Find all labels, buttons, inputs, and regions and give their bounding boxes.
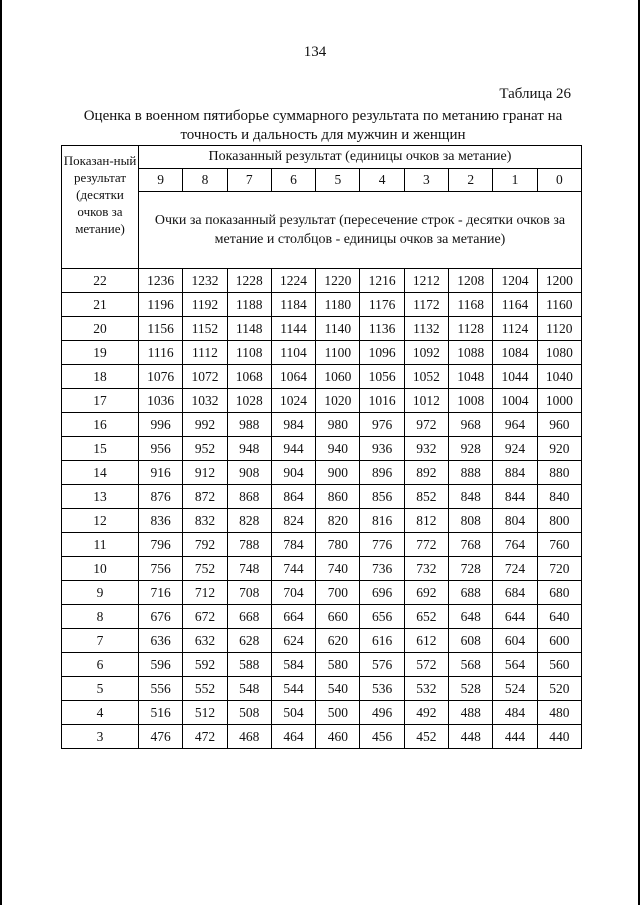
score-cell: 948 [227,437,271,461]
table-row [62,365,582,389]
score-cell: 532 [404,677,448,701]
score-cell: 1000 [537,389,581,413]
unit-column-header: 5 [316,169,360,192]
score-cell: 536 [360,677,404,701]
score-cell: 528 [449,677,493,701]
score-cell: 1208 [449,269,493,293]
score-cell: 1028 [227,389,271,413]
score-cell: 1144 [271,317,315,341]
unit-column-header: 1 [493,169,537,192]
score-cell: 776 [360,533,404,557]
score-cell: 1172 [404,293,448,317]
score-cell: 1236 [139,269,183,293]
score-cell: 540 [316,677,360,701]
unit-column-header: 0 [537,169,581,192]
score-cell: 892 [404,461,448,485]
score-cell: 1076 [139,365,183,389]
score-cell: 840 [537,485,581,509]
score-cell: 472 [183,725,227,749]
table-row [62,389,582,413]
score-cell: 496 [360,701,404,725]
tens-row-header: 13 [62,485,139,509]
score-cell: 1084 [493,341,537,365]
score-cell: 964 [493,413,537,437]
score-cell: 636 [139,629,183,653]
score-cell: 648 [449,605,493,629]
score-cell: 688 [449,581,493,605]
unit-column-header: 2 [449,169,493,192]
score-cell: 728 [449,557,493,581]
score-cell: 1120 [537,317,581,341]
score-cell: 552 [183,677,227,701]
score-cell: 760 [537,533,581,557]
table-row [62,629,582,653]
score-cell: 1116 [139,341,183,365]
score-cell: 848 [449,485,493,509]
score-cell: 924 [493,437,537,461]
score-cell: 880 [537,461,581,485]
score-cell: 1176 [360,293,404,317]
score-cell: 908 [227,461,271,485]
score-cell: 820 [316,509,360,533]
score-cell: 592 [183,653,227,677]
tens-row-header: 7 [62,629,139,653]
score-cell: 884 [493,461,537,485]
score-cell: 812 [404,509,448,533]
tens-row-header: 17 [62,389,139,413]
score-cell: 652 [404,605,448,629]
score-cell: 524 [493,677,537,701]
score-cell: 944 [271,437,315,461]
score-cell: 620 [316,629,360,653]
score-cell: 1068 [227,365,271,389]
score-cell: 612 [404,629,448,653]
score-cell: 716 [139,581,183,605]
score-cell: 872 [183,485,227,509]
score-cell: 624 [271,629,315,653]
score-cell: 692 [404,581,448,605]
score-cell: 976 [360,413,404,437]
score-cell: 452 [404,725,448,749]
table-row [62,269,582,293]
score-cell: 588 [227,653,271,677]
score-cell: 1004 [493,389,537,413]
score-cell: 444 [493,725,537,749]
points-note: Очки за показанный результат (пересечение строк - десятки очков за метание и столбцов - единицы очков за метание) [139,192,582,269]
score-cell: 456 [360,725,404,749]
score-cell: 1192 [183,293,227,317]
score-cell: 672 [183,605,227,629]
score-cell: 724 [493,557,537,581]
score-cell: 680 [537,581,581,605]
tens-row-header: 10 [62,557,139,581]
score-cell: 860 [316,485,360,509]
score-cell: 668 [227,605,271,629]
score-cell: 468 [227,725,271,749]
score-cell: 956 [139,437,183,461]
score-cell: 868 [227,485,271,509]
score-cell: 984 [271,413,315,437]
units-group-header: Показанный результат (единицы очков за метание) [139,146,582,169]
score-cell: 1020 [316,389,360,413]
table-row [62,437,582,461]
score-cell: 768 [449,533,493,557]
score-cell: 664 [271,605,315,629]
score-cell: 740 [316,557,360,581]
score-cell: 1168 [449,293,493,317]
score-cell: 1060 [316,365,360,389]
score-cell: 1072 [183,365,227,389]
score-cell: 916 [139,461,183,485]
score-cell: 996 [139,413,183,437]
table-row [62,461,582,485]
table-row [62,413,582,437]
unit-column-header: 6 [271,169,315,192]
score-cell: 904 [271,461,315,485]
score-cell: 792 [183,533,227,557]
score-cell: 808 [449,509,493,533]
score-cell: 836 [139,509,183,533]
score-cell: 1188 [227,293,271,317]
score-cell: 516 [139,701,183,725]
tens-row-header: 19 [62,341,139,365]
tens-row-header: 22 [62,269,139,293]
score-cell: 720 [537,557,581,581]
score-cell: 876 [139,485,183,509]
score-cell: 656 [360,605,404,629]
score-cell: 544 [271,677,315,701]
score-cell: 1216 [360,269,404,293]
score-cell: 1092 [404,341,448,365]
unit-column-header: 4 [360,169,404,192]
score-cell: 1036 [139,389,183,413]
score-cell: 548 [227,677,271,701]
score-cell: 856 [360,485,404,509]
score-cell: 1032 [183,389,227,413]
score-cell: 864 [271,485,315,509]
score-cell: 704 [271,581,315,605]
score-cell: 488 [449,701,493,725]
tens-row-header: 15 [62,437,139,461]
unit-column-header: 3 [404,169,448,192]
score-cell: 960 [537,413,581,437]
table-row [62,293,582,317]
score-cell: 492 [404,701,448,725]
tens-row-header: 14 [62,461,139,485]
score-cell: 1156 [139,317,183,341]
score-cell: 640 [537,605,581,629]
score-cell: 772 [404,533,448,557]
score-cell: 888 [449,461,493,485]
score-cell: 736 [360,557,404,581]
score-cell: 732 [404,557,448,581]
score-cell: 1184 [271,293,315,317]
score-cell: 504 [271,701,315,725]
score-cell: 1220 [316,269,360,293]
score-cell: 788 [227,533,271,557]
score-cell: 1052 [404,365,448,389]
score-cell: 1056 [360,365,404,389]
score-cell: 1016 [360,389,404,413]
table-row [62,533,582,557]
score-cell: 556 [139,677,183,701]
score-cell: 1200 [537,269,581,293]
score-cell: 1212 [404,269,448,293]
score-cell: 568 [449,653,493,677]
tens-row-header: 5 [62,677,139,701]
tens-row-header: 20 [62,317,139,341]
score-cell: 932 [404,437,448,461]
score-cell: 580 [316,653,360,677]
tens-row-header: 6 [62,653,139,677]
score-cell: 632 [183,629,227,653]
score-cell: 928 [449,437,493,461]
score-cell: 784 [271,533,315,557]
score-cell: 844 [493,485,537,509]
score-cell: 1112 [183,341,227,365]
table-row [62,653,582,677]
page-edge-left [0,0,2,905]
score-cell: 852 [404,485,448,509]
table-row [62,341,582,365]
score-cell: 604 [493,629,537,653]
score-cell: 1228 [227,269,271,293]
score-cell: 780 [316,533,360,557]
score-cell: 1064 [271,365,315,389]
score-cell: 1160 [537,293,581,317]
table-row [62,557,582,581]
score-cell: 920 [537,437,581,461]
score-cell: 980 [316,413,360,437]
tens-row-header: 4 [62,701,139,725]
table-row [62,701,582,725]
score-cell: 952 [183,437,227,461]
score-cell: 1088 [449,341,493,365]
score-cell: 1132 [404,317,448,341]
score-cell: 1040 [537,365,581,389]
score-cell: 832 [183,509,227,533]
score-cell: 800 [537,509,581,533]
score-cell: 448 [449,725,493,749]
tens-row-header: 9 [62,581,139,605]
score-cell: 752 [183,557,227,581]
table-row [62,677,582,701]
score-cell: 476 [139,725,183,749]
score-cell: 748 [227,557,271,581]
score-cell: 708 [227,581,271,605]
score-cell: 520 [537,677,581,701]
score-cell: 700 [316,581,360,605]
score-cell: 988 [227,413,271,437]
score-cell: 1148 [227,317,271,341]
score-cell: 1196 [139,293,183,317]
score-cell: 1128 [449,317,493,341]
table-row [62,605,582,629]
score-cell: 1048 [449,365,493,389]
score-cell: 576 [360,653,404,677]
score-cell: 600 [537,629,581,653]
score-cell: 1140 [316,317,360,341]
table-row [62,317,582,341]
score-cell: 608 [449,629,493,653]
score-cell: 824 [271,509,315,533]
score-cell: 756 [139,557,183,581]
score-cell: 1152 [183,317,227,341]
score-cell: 560 [537,653,581,677]
score-cell: 596 [139,653,183,677]
score-cell: 1044 [493,365,537,389]
score-cell: 992 [183,413,227,437]
score-cell: 464 [271,725,315,749]
score-cell: 972 [404,413,448,437]
page-number: 134 [303,44,327,60]
table-row [62,509,582,533]
score-cell: 660 [316,605,360,629]
tens-row-header: 8 [62,605,139,629]
tens-row-header: 21 [62,293,139,317]
score-cell: 804 [493,509,537,533]
score-table [61,145,582,749]
score-cell: 480 [537,701,581,725]
score-cell: 896 [360,461,404,485]
tens-row-header: 11 [62,533,139,557]
score-cell: 712 [183,581,227,605]
score-cell: 764 [493,533,537,557]
tens-row-header: 3 [62,725,139,749]
score-cell: 816 [360,509,404,533]
score-cell: 1108 [227,341,271,365]
score-cell: 572 [404,653,448,677]
score-cell: 912 [183,461,227,485]
score-cell: 1080 [537,341,581,365]
score-cell: 1104 [271,341,315,365]
table-row [62,485,582,509]
score-cell: 940 [316,437,360,461]
score-cell: 508 [227,701,271,725]
score-cell: 512 [183,701,227,725]
unit-column-header: 9 [139,169,183,192]
table-row [62,581,582,605]
score-cell: 500 [316,701,360,725]
score-cell: 1008 [449,389,493,413]
score-cell: 936 [360,437,404,461]
score-cell: 1124 [493,317,537,341]
unit-column-header: 8 [183,169,227,192]
score-cell: 440 [537,725,581,749]
unit-column-header: 7 [227,169,271,192]
score-cell: 460 [316,725,360,749]
score-cell: 1024 [271,389,315,413]
score-cell: 1180 [316,293,360,317]
tens-row-header: 16 [62,413,139,437]
table-row [62,725,582,749]
score-cell: 1232 [183,269,227,293]
score-cell: 584 [271,653,315,677]
score-cell: 1204 [493,269,537,293]
tens-row-header: 18 [62,365,139,389]
score-cell: 1164 [493,293,537,317]
score-cell: 968 [449,413,493,437]
score-cell: 1012 [404,389,448,413]
score-cell: 744 [271,557,315,581]
score-cell: 828 [227,509,271,533]
score-cell: 1136 [360,317,404,341]
corner-header: Показан-ный результат (десятки очков за метание) [62,146,139,269]
score-cell: 484 [493,701,537,725]
score-cell: 644 [493,605,537,629]
score-cell: 1224 [271,269,315,293]
score-cell: 628 [227,629,271,653]
tens-row-header: 12 [62,509,139,533]
score-cell: 796 [139,533,183,557]
score-cell: 616 [360,629,404,653]
score-cell: 1100 [316,341,360,365]
table-title: Оценка в военном пятиборье суммарного результата по метанию гранат на точность и дальность для мужчин и женщин [83,108,563,143]
score-cell: 696 [360,581,404,605]
score-cell: 684 [493,581,537,605]
score-cell: 900 [316,461,360,485]
table-label: Таблица 26 [499,86,571,102]
score-cell: 564 [493,653,537,677]
score-cell: 676 [139,605,183,629]
score-cell: 1096 [360,341,404,365]
